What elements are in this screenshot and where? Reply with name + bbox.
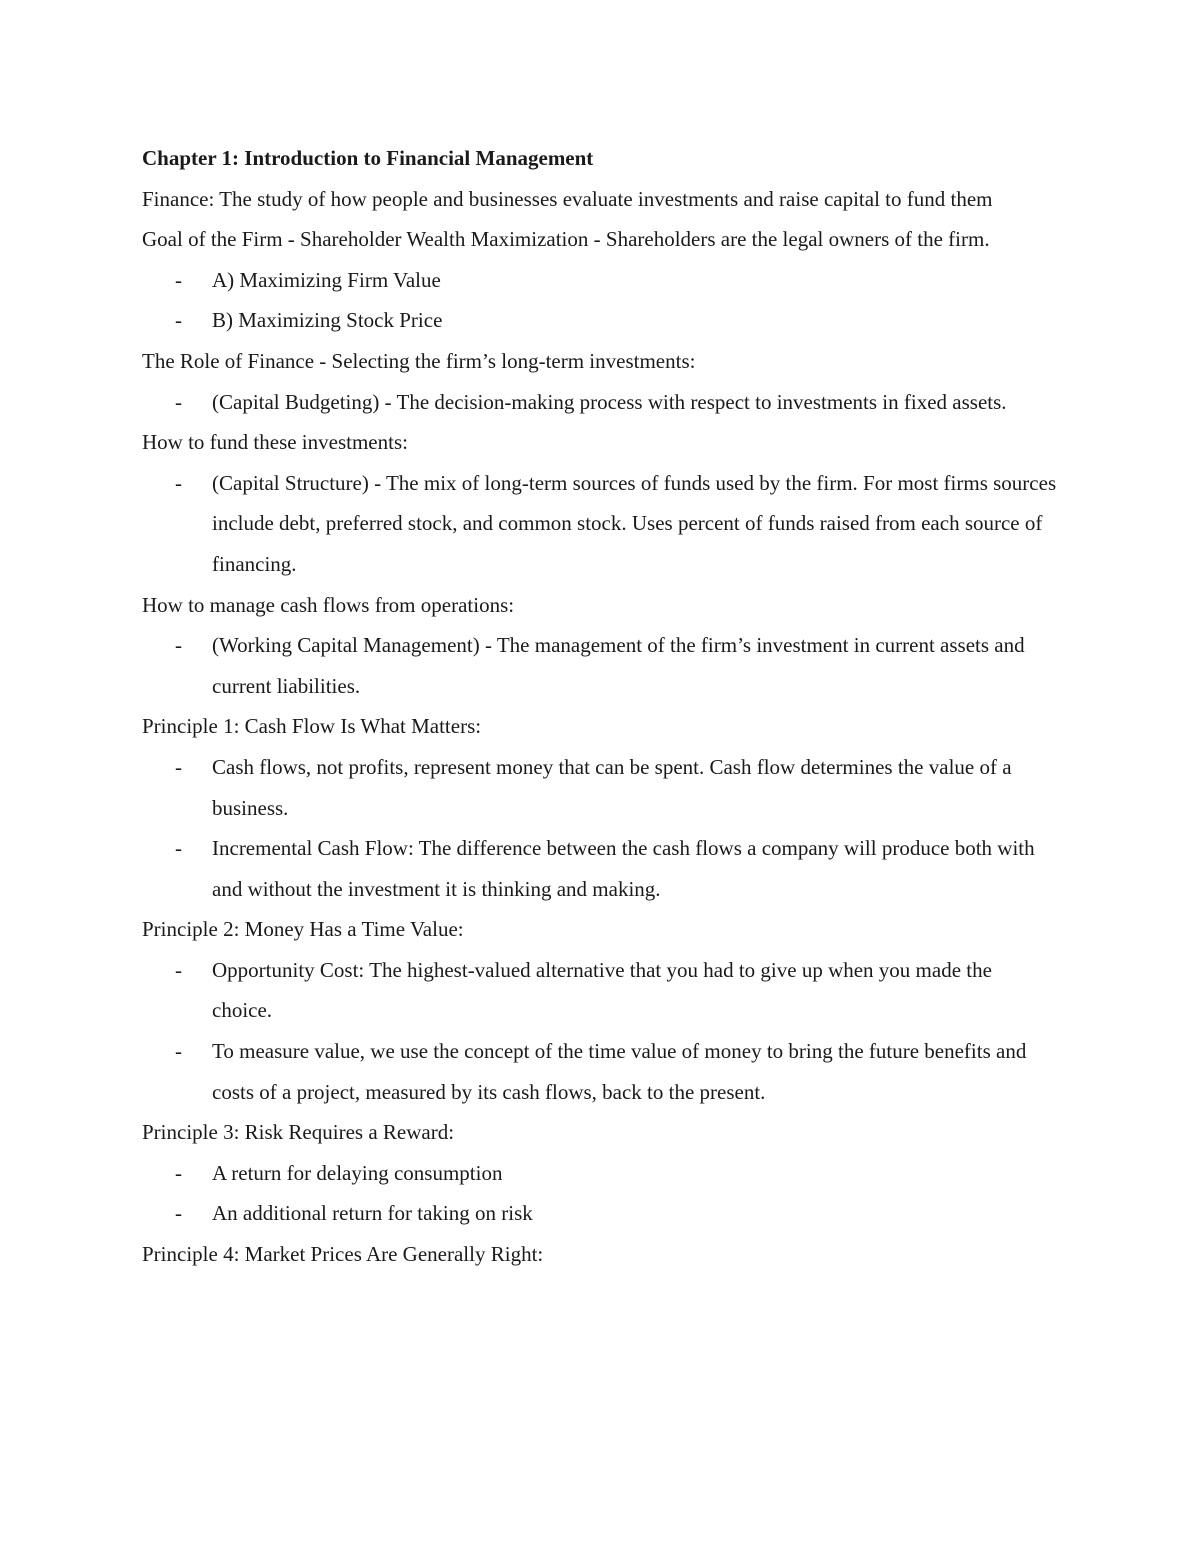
bullet-item xyxy=(142,747,1057,828)
chapter-title: Chapter 1: Introduction to Financial Management xyxy=(142,146,594,170)
bullet-item xyxy=(142,463,1057,585)
bullet-text: An additional return for taking on risk xyxy=(212,1201,533,1226)
bullet-list xyxy=(142,260,1057,341)
bullet-text: A return for delaying consumption xyxy=(212,1160,503,1185)
bullet-dash: - xyxy=(175,1160,182,1185)
bullet-text: To measure value, we use the concept of the time value of money to bring the future benefits and costs of a project, measured by its cash flows, back to the present. xyxy=(212,1039,1027,1104)
bullet-item xyxy=(142,1031,1057,1112)
bullet-dash: - xyxy=(175,957,182,982)
bullet-text: (Capital Budgeting) - The decision-making process with respect to investments in fixed assets. xyxy=(212,389,1007,414)
bullet-text: A) Maximizing Firm Value xyxy=(212,267,441,292)
bullet-text: (Working Capital Management) - The management of the firm’s investment in current assets and current liabilities. xyxy=(212,633,1025,698)
bullet-text: Incremental Cash Flow: The difference between the cash flows a company will produce both with and without the investment it is thinking and making. xyxy=(212,836,1035,901)
bullet-item xyxy=(142,1153,1057,1194)
paragraph: Principle 4: Market Prices Are Generally Right: xyxy=(142,1242,544,1267)
bullet-dash: - xyxy=(175,633,182,658)
bullet-dash: - xyxy=(175,836,182,861)
document-body xyxy=(142,138,1057,1275)
bullet-list xyxy=(142,747,1057,909)
paragraph: The Role of Finance - Selecting the firm’s long-term investments: xyxy=(142,348,696,373)
bullet-dash: - xyxy=(175,1201,182,1226)
bullet-list xyxy=(142,625,1057,706)
bullet-list xyxy=(142,463,1057,585)
bullet-item xyxy=(142,950,1057,1031)
bullet-item xyxy=(142,260,1057,301)
bullet-dash: - xyxy=(175,470,182,495)
paragraph: How to fund these investments: xyxy=(142,430,408,455)
document-blocks xyxy=(142,179,1057,1275)
bullet-dash: - xyxy=(175,389,182,414)
bullet-item xyxy=(142,828,1057,909)
bullet-item xyxy=(142,300,1057,341)
paragraph: Goal of the Firm - Shareholder Wealth Maximization - Shareholders are the legal owners of the firm. xyxy=(142,227,990,252)
bullet-dash: - xyxy=(175,267,182,292)
paragraph: Principle 1: Cash Flow Is What Matters: xyxy=(142,714,482,739)
bullet-text: (Capital Structure) - The mix of long-term sources of funds used by the firm. For most firms sources include debt, preferred stock, and common stock. Uses percent of funds raised from each source of financing. xyxy=(212,470,1057,576)
bullet-list xyxy=(142,950,1057,1112)
bullet-text: B) Maximizing Stock Price xyxy=(212,308,443,333)
paragraph: Principle 2: Money Has a Time Value: xyxy=(142,917,464,942)
bullet-item xyxy=(142,1193,1057,1234)
bullet-text: Cash flows, not profits, represent money that can be spent. Cash flow determines the value of a business. xyxy=(212,754,1012,820)
bullet-dash: - xyxy=(175,308,182,333)
bullet-text: Opportunity Cost: The highest-valued alternative that you had to give up when you made the choice. xyxy=(212,957,992,1023)
bullet-list xyxy=(142,382,1057,423)
bullet-item xyxy=(142,382,1057,423)
bullet-dash: - xyxy=(175,1039,182,1064)
paragraph: Principle 3: Risk Requires a Reward: xyxy=(142,1120,455,1145)
bullet-dash: - xyxy=(175,754,182,779)
paragraph: How to manage cash flows from operations: xyxy=(142,592,515,617)
paragraph: Finance: The study of how people and businesses evaluate investments and raise capital to fund them xyxy=(142,186,993,211)
bullet-list xyxy=(142,1153,1057,1234)
bullet-item xyxy=(142,625,1057,706)
